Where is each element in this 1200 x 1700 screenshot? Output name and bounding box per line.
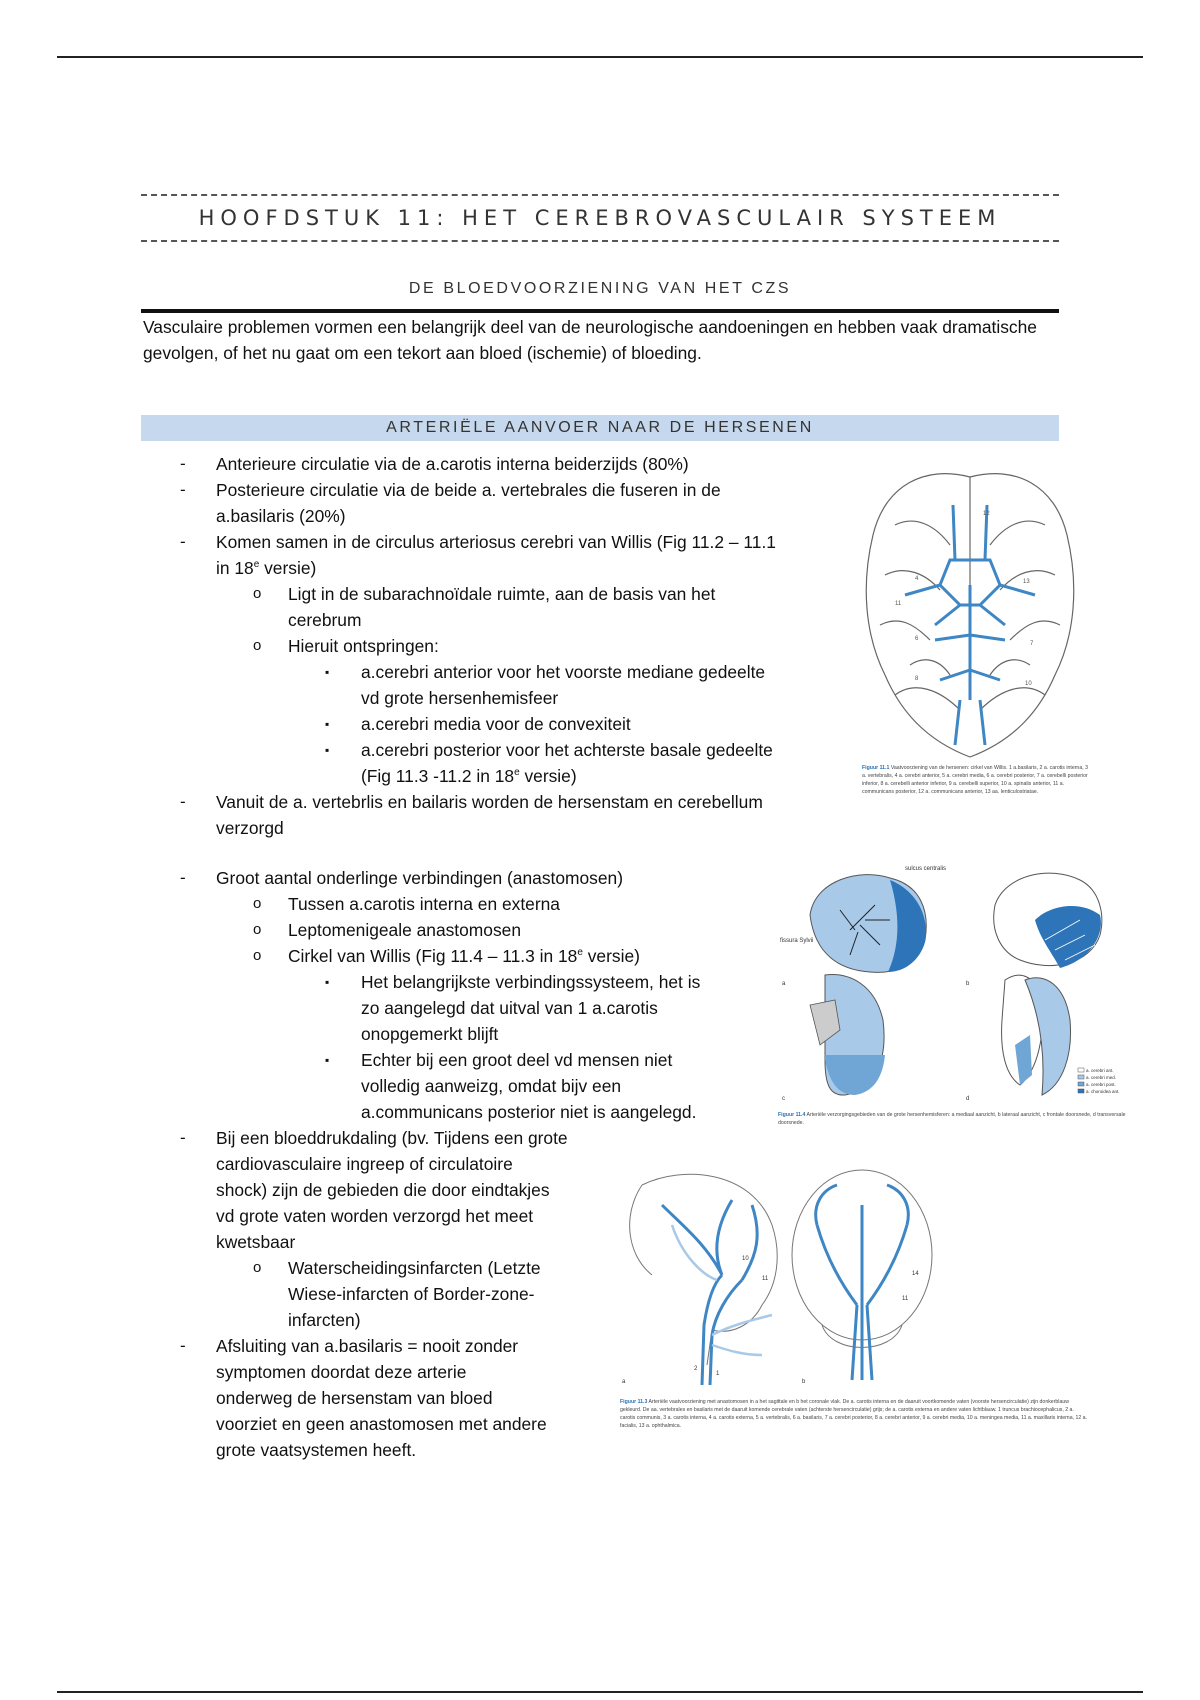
text-line: a.cerebri posterior voor het achterste basale gedeelte	[361, 740, 773, 760]
text-line: volledig aanweizg, omdat bijv een	[361, 1076, 622, 1096]
text-line: symptomen doordat deze arterie	[216, 1362, 467, 1382]
text-line: shock) zijn de gebieden die door eindtakjes	[216, 1180, 550, 1200]
circle-bullet: o	[253, 921, 262, 938]
text-line	[216, 555, 316, 581]
caption-text: Arteriële vaatvoorziening met anastomosen in a het sagittale en b het coronale vlak. De a. carotis interna en de daaruit voortkomende vaten (voorste hersencirculatie) zijn donkerblauw gekleurd. De aa. vertebrales en basilaris met de daaruit komende cerebrale vaten (achterste hersencirculatie) grijs; de a. carotis externa en andere vaten lichtblauw. 1 truncus brachiocephalicus, 2 a. carotis communis, 3 a. carotis interna, 4 a. carotis externa, 5 a. vertebralis, 6 a. basilaris, 7 a. cerebri posterior, 8 a. cerebri anterior, 9 a. cerebri media, 10 a. meningea media, 11 a. maxillaris interna, 12 a. facialis, 13 a. ophthalmica.	[620, 1399, 1088, 1429]
subsection-banner	[141, 415, 1059, 441]
svg-text:14: 14	[912, 1271, 919, 1277]
text-line: Het belangrijkste verbindingssysteem, het is	[361, 972, 701, 992]
square-bullet: ▪	[325, 665, 330, 679]
svg-text:1: 1	[716, 1371, 720, 1377]
text-line: Vanuit de a. vertebrlis en bailaris worden de hersenstam en cerebellum	[216, 792, 763, 812]
legend-item: a. cerebri ant.	[1086, 1068, 1114, 1073]
figure-label-a: a	[622, 1379, 626, 1385]
text-line: onderweg de hersenstam van bloed	[216, 1388, 493, 1408]
text-line: Afsluiting van a.basilaris = nooit zonder	[216, 1336, 519, 1356]
text-line: Bij een bloeddrukdaling (bv. Tijdens een grote	[216, 1128, 568, 1148]
circle-of-willis-figure	[855, 465, 1085, 765]
text-line: Wiese-infarcten of Border-zone-	[288, 1284, 535, 1304]
text-line: Groot aantal onderlinge verbindingen (anastomosen)	[216, 868, 624, 888]
anastomoses-figure	[612, 1165, 972, 1390]
section-rule	[141, 309, 1059, 313]
dash-bullet: -	[180, 532, 186, 551]
square-bullet: ▪	[325, 717, 330, 731]
svg-text:10: 10	[1025, 681, 1032, 687]
legend-item: a. cerebri med.	[1086, 1075, 1117, 1080]
dash-bullet: -	[180, 480, 186, 499]
text-part: (Fig 11.3 -11.2 in 18	[361, 766, 515, 786]
text-line: Anterieure circulatie via de a.carotis interna beiderzijds (80%)	[216, 454, 689, 474]
square-bullet: ▪	[325, 975, 330, 989]
text-part: Cirkel van Willis (Fig 11.4 – 11.3 in 18	[288, 946, 578, 966]
text-line: Hieruit ontspringen:	[288, 636, 439, 656]
text-line: voorziet en geen anastomosen met andere	[216, 1414, 547, 1434]
figure-11-4-caption	[778, 1111, 1138, 1127]
text-part: versie)	[259, 558, 317, 578]
text-line: zo aangelegd dat uitval van 1 a.carotis	[361, 998, 658, 1018]
svg-text:6: 6	[915, 636, 919, 642]
text-part: in 18	[216, 558, 254, 578]
text-line	[361, 763, 577, 789]
square-bullet: ▪	[325, 743, 330, 757]
text-line: a.cerebri anterior voor het voorste mediane gedeelte	[361, 662, 766, 682]
fissura-label: fissura Sylvii	[780, 938, 814, 944]
text-line: infarcten)	[288, 1310, 361, 1330]
svg-text:4: 4	[915, 576, 919, 582]
superscript: e	[577, 947, 583, 959]
svg-text:12: 12	[983, 511, 990, 517]
dash-bullet: -	[180, 454, 186, 473]
text-line: Tussen a.carotis interna en externa	[288, 894, 560, 914]
figure-label: Figuur 11.3	[620, 1399, 648, 1405]
text-line: Leptomenigeale anastomosen	[288, 920, 522, 940]
dash-bullet: -	[180, 868, 186, 887]
dash-bullet: -	[180, 1128, 186, 1147]
circle-bullet: o	[253, 637, 262, 654]
square-bullet: ▪	[325, 1053, 330, 1067]
text-line: vd grote hersenhemisfeer	[361, 688, 559, 708]
text-line: onopgemerkt blijft	[361, 1024, 499, 1044]
sulcus-label: sulcus centralis	[905, 866, 947, 872]
figure-11-1-caption	[862, 764, 1090, 796]
svg-text:11: 11	[895, 601, 902, 607]
svg-text:7: 7	[1030, 641, 1034, 647]
circle-bullet: o	[253, 947, 262, 964]
text-part: versie)	[519, 766, 577, 786]
text-line: Posterieure circulatie via de beide a. vertebrales die fuseren in de	[216, 480, 721, 500]
superscript: e	[253, 559, 260, 571]
text-line: a.basilaris (20%)	[216, 506, 346, 526]
circle-bullet: o	[253, 1259, 262, 1276]
figure-label-b: b	[966, 981, 970, 987]
svg-text:10: 10	[742, 1256, 749, 1262]
chapter-title: HOOFDSTUK 11: HET CEREBROVASCULAIR SYSTEEM	[198, 206, 1002, 230]
text-line: Komen samen in de circulus arteriosus cerebri van Willis (Fig 11.2 – 11.1	[216, 532, 776, 552]
text-line: Echter bij een groot deel vd mensen niet	[361, 1050, 673, 1070]
figure-label-c: c	[782, 1096, 785, 1102]
svg-text:8: 8	[915, 676, 919, 682]
svg-text:13: 13	[1023, 579, 1030, 585]
dash-bullet: -	[180, 1336, 186, 1355]
figure-label: Figuur 11.4	[778, 1112, 806, 1118]
caption-text: Vaatvoorziening van de hersenen: cirkel van Willis. 1 a.basilaris, 2 a. carotis interna, 3 a. vertebralis, 4 a. cerebri anterior, 5 a. cerebri media, 6 a. cerebri posterior, 7 a. cerebelli posterior inferior, 8 a. cerebelli anterior inferior, 9 a. cerebelli superior, 10 a. spinalis anterior, 11 a. communicans posterior, 12 a. communicans anterior, 13 aa. lenticulostriatae.	[862, 765, 1088, 795]
figure-label-a: a	[782, 981, 786, 987]
svg-text:11: 11	[762, 1276, 769, 1282]
text-line: cerebrum	[288, 610, 362, 630]
circle-bullet: o	[253, 895, 262, 912]
svg-text:2: 2	[694, 1366, 698, 1372]
intro-paragraph: Vasculaire problemen vormen een belangrijk deel van de neurologische aandoeningen en hebben vaak dramatische gevolgen, of het nu gaat om een tekort aan bloed (ischemie) of bloeding.	[143, 317, 1037, 363]
chapter-header	[141, 194, 1059, 242]
caption-text: Arteriële verzorgingsgebieden van de grote hersenhemisferen: a mediaal aanzicht, b lateraal aanzicht, c frontale doorsnede, d transversale doorsnede.	[778, 1112, 1126, 1126]
figure-label-b: b	[802, 1379, 806, 1385]
text-line: grote vaatsystemen heeft.	[216, 1440, 417, 1460]
legend-item: a. cerebri post.	[1086, 1082, 1116, 1087]
text-line: a.communicans posterior niet is aangelegd.	[361, 1102, 697, 1122]
legend-item: a. choroidea ant.	[1086, 1089, 1120, 1094]
figure-label: Figuur 11.1	[862, 765, 890, 771]
text-line: Waterscheidingsinfarcten (Letzte	[288, 1258, 541, 1278]
page-top-rule	[57, 56, 1143, 58]
subsection-title: ARTERIËLE AANVOER NAAR DE HERSENEN	[386, 419, 814, 436]
text-line: cardiovasculaire ingreep of circulatoire	[216, 1154, 513, 1174]
text-line: verzorgd	[216, 818, 284, 838]
arterial-territories-figure	[780, 860, 1140, 1105]
superscript: e	[514, 767, 520, 779]
svg-text:11: 11	[902, 1296, 909, 1302]
section-title: DE BLOEDVOORZIENING VAN HET CZS	[408, 280, 792, 297]
text-line: kwetsbaar	[216, 1232, 296, 1252]
circle-bullet: o	[253, 585, 262, 602]
figure-label-d: d	[966, 1096, 970, 1102]
dash-bullet: -	[180, 792, 186, 811]
text-line: Ligt in de subarachnoïdale ruimte, aan de basis van het	[288, 584, 716, 604]
page-bottom-rule	[57, 1691, 1143, 1693]
text-line: a.cerebri media voor de convexiteit	[361, 714, 631, 734]
text-line	[288, 943, 640, 969]
text-part: versie)	[582, 946, 640, 966]
figure-11-3-caption	[620, 1398, 1090, 1430]
text-line: vd grote vaten worden verzorgd het meet	[216, 1206, 534, 1226]
